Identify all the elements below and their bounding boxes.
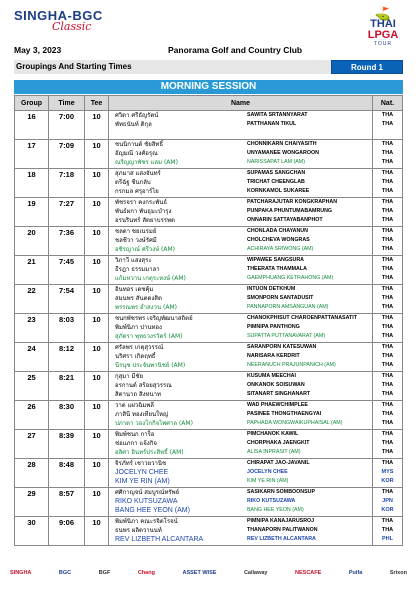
player-names-cell [109, 314, 373, 343]
tee-number: 10 [85, 111, 109, 140]
player-nationality: THA [381, 402, 394, 408]
tee-time: 7:45 [49, 256, 85, 285]
tee-number: 10 [85, 343, 109, 372]
english-name-column [247, 401, 372, 428]
player-nationality: THA [381, 121, 394, 127]
event-date: May 3, 2023 [14, 45, 62, 55]
player-nationality: THA [381, 275, 394, 281]
round-badge: Round 1 [331, 60, 403, 74]
player-name-english: WAD PHAEWCHIMPLEE [247, 402, 308, 408]
groupings-table [14, 95, 403, 546]
player-name-english: KUSUMA MEECHAI [247, 373, 296, 379]
player-nationality: THA [381, 217, 394, 223]
player-nationality: THA [381, 527, 394, 533]
player-nationality: THA [381, 295, 394, 301]
english-name-column [247, 459, 372, 486]
player-name-local: ศรัลพร เกตุสุวรรณ์ [115, 344, 164, 351]
player-name-english: KIM YE RIN (AM) [247, 478, 289, 484]
player-name-english: ALISA INPRASIT (AM) [247, 449, 301, 455]
tee-number: 10 [85, 430, 109, 459]
nationality-cell [373, 198, 403, 227]
local-name-column [109, 140, 247, 167]
group-number: 21 [15, 256, 49, 285]
sponsor-logo: BGC [58, 570, 72, 576]
english-name-column [247, 343, 372, 370]
player-name-local: สมนพร สันตดงสิต [115, 295, 162, 302]
tee-time: 9:06 [49, 517, 85, 546]
venue-name: Panorama Golf and Country Club [168, 45, 303, 55]
player-nationality: THA [381, 315, 394, 321]
english-name-column [247, 488, 372, 515]
player-name-english: RIKO KUTSUZAWA [247, 498, 296, 504]
tee-time: 7:18 [49, 169, 85, 198]
group-number: 24 [15, 343, 49, 372]
player-name-local: ภาสินี ทองเทียนใหญ่ [115, 411, 169, 418]
player-nationality: THA [381, 362, 394, 368]
nationality-cell [373, 517, 403, 546]
player-nationality: THA [381, 518, 394, 524]
player-name-english: PATTHANAN TIKUL [247, 121, 297, 127]
tee-number: 10 [85, 314, 109, 343]
sponsor-logo: Chang [137, 570, 155, 576]
player-name-local: ตรีฉัฐ ชีนกลับ [115, 179, 151, 186]
tee-time: 7:00 [49, 111, 85, 140]
player-name-english: PASINEE THONGTHAENGYAI [247, 411, 322, 417]
player-name-english: JOCELYN CHEE [247, 469, 288, 475]
player-name-english: CHIRAPAT JAO-JAVANIL [247, 460, 310, 466]
player-nationality: MYS [381, 469, 394, 475]
tee-time: 7:09 [49, 140, 85, 169]
player-nationality: THA [381, 333, 394, 339]
player-nationality: THA [381, 141, 394, 147]
local-name-column [109, 488, 247, 515]
player-name-local: พรรณพร อ่ำสงวน (AM) [115, 304, 177, 311]
nationality-cell [373, 285, 403, 314]
player-name-local: อรกานต์ สร้อยสุวรรณ [115, 382, 172, 389]
local-name-column [109, 372, 247, 399]
column-header-name: Name [109, 96, 373, 111]
player-name-local: จิรภัทร์ เชาวยวานิช [115, 460, 167, 467]
player-name-local: พันธ์ผกา พันธุมะบำรุง [115, 208, 172, 215]
tee-time: 7:54 [49, 285, 85, 314]
player-nationality: THA [381, 420, 394, 426]
group-number: 20 [15, 227, 49, 256]
player-name-english: WIPAWEE SANGSURA [247, 257, 304, 263]
thai-lpga-logo [361, 8, 405, 46]
player-name-local: ธนพร ผลิตวานนท์ [115, 527, 162, 534]
table-row [15, 430, 403, 459]
player-name-english: PUNPAKA PHUNTUMABAMRUNG [247, 208, 333, 214]
tee-number: 10 [85, 285, 109, 314]
local-name-column [109, 198, 247, 225]
tee-number: 10 [85, 517, 109, 546]
local-name-column [109, 517, 247, 544]
player-name-local: สุภมาส แสงจันทร์ [115, 170, 161, 177]
player-name-local: กรกมล ศรุอาร์ไย [115, 188, 159, 195]
player-name-local: JOCELYN CHEE [115, 469, 169, 476]
player-name-english: THEERATA THAMMALA [247, 266, 307, 272]
player-name-local: พิมพ์ชนก การ็อ [115, 431, 155, 438]
player-nationality: THA [381, 199, 394, 205]
local-name-column [109, 227, 247, 254]
group-number: 22 [15, 285, 49, 314]
player-nationality: JPN [382, 498, 393, 504]
group-number: 17 [15, 140, 49, 169]
player-names-cell [109, 227, 373, 256]
tee-time: 7:27 [49, 198, 85, 227]
player-names-cell [109, 169, 373, 198]
player-name-local: ชนกพัชรพร เจริญพัฒนาสถิตย์ [115, 315, 193, 322]
sponsor-logo: ASSET WISE [182, 570, 217, 576]
player-names-cell [109, 111, 373, 140]
group-number: 27 [15, 430, 49, 459]
player-names-cell [109, 140, 373, 169]
player-name-local: สุภัตรา พุทธวงรวัตร์ (AM) [115, 333, 183, 340]
group-number: 30 [15, 517, 49, 546]
english-name-column [247, 227, 372, 254]
local-name-column [109, 343, 247, 370]
session-banner: MORNING SESSION [14, 80, 403, 94]
english-name-column [247, 169, 372, 196]
player-name-local: ชนนิกานต์ ชัยสิทธิ์ [115, 141, 164, 148]
player-name-local: ชลชีวา วงษ์รัศมี [115, 237, 157, 244]
player-name-local: แก้มหวาน เกตุระหงษ์ (AM) [115, 275, 186, 282]
english-name-column [247, 111, 372, 129]
player-name-english: NEERANUCH PRAJUNPANICH (AM) [247, 362, 336, 368]
page-title: Groupings And Starting Times [16, 62, 132, 71]
player-nationality: THA [381, 304, 394, 310]
player-nationality: THA [381, 411, 394, 417]
player-name-english: INTUON DETKHUM [247, 286, 296, 292]
player-nationality: THA [381, 246, 394, 252]
player-nationality: THA [381, 460, 394, 466]
player-name-local: อชิรญาณ์ ศรีวงษ์ (AM) [115, 246, 176, 253]
player-name-local: RIKO KUTSUZAWA [115, 498, 178, 505]
player-name-local: อัญมณี วงศ์อรุณ [115, 150, 158, 157]
player-name-english: SUPAMAS SANGCHAN [247, 170, 306, 176]
player-name-local: วิภาวี แสงสุระ [115, 257, 152, 264]
table-row [15, 111, 403, 140]
table-row [15, 517, 403, 546]
local-name-column [109, 459, 247, 486]
player-nationality: THA [381, 170, 394, 176]
player-name-local: นริศรา เกิดฤทธิ์ [115, 353, 156, 360]
player-name-english: CHONNIKARN CHAIYASITH [247, 141, 317, 147]
nationality-cell [373, 430, 403, 459]
player-name-local: พัชรจรา คงกระพันธ์ [115, 199, 168, 206]
player-name-english: REV LIZBETH ALCANTARA [247, 536, 316, 542]
player-nationality: THA [381, 228, 394, 234]
table-row [15, 227, 403, 256]
player-names-cell [109, 285, 373, 314]
table-row [15, 198, 403, 227]
nationality-cell [373, 169, 403, 198]
local-name-column [109, 256, 247, 283]
tee-time: 8:21 [49, 372, 85, 401]
player-name-english: CHANOKPHISUT CHAROENPATTANASATIT [247, 315, 357, 321]
player-name-local: REV LIZBETH ALCANTARA [115, 536, 204, 543]
player-name-english: PIMNIPA PANTHONG [247, 324, 300, 330]
tee-number: 10 [85, 488, 109, 517]
tee-number: 10 [85, 256, 109, 285]
player-name-english: ONKANOK SOISUWAN [247, 382, 305, 388]
tee-time: 8:39 [49, 430, 85, 459]
player-nationality: THA [381, 159, 394, 165]
table-row [15, 459, 403, 488]
sponsor-logo: Callaway [243, 570, 268, 576]
player-name-english: SARANPORN KATESUWAN [247, 344, 317, 350]
nationality-cell [373, 111, 403, 140]
logo-tour-text: TOUR [373, 41, 393, 47]
table-body [15, 111, 403, 546]
player-name-local: ศวิดา ศรีธัญรัตน์ [115, 112, 159, 119]
player-name-local: ช่อแภกา แจ้งกิจ [115, 440, 157, 447]
column-header-nat: Nat. [373, 96, 403, 111]
group-number: 25 [15, 372, 49, 401]
tee-time: 7:36 [49, 227, 85, 256]
player-names-cell [109, 256, 373, 285]
player-nationality: THA [381, 150, 394, 156]
english-name-column [247, 140, 372, 167]
event-logo-brand: SINGHA-BGC [14, 8, 103, 23]
player-name-local: กุสุมา มีชัย [115, 373, 144, 380]
english-name-column [247, 314, 372, 341]
player-name-local: พิมพ์นิภา ปานทอง [115, 324, 162, 331]
player-name-local: ชลดา ชยเนรมย์ [115, 228, 157, 235]
player-name-english: CHORPHAKA JAENGKIT [247, 440, 310, 446]
player-nationality: THA [381, 286, 394, 292]
sponsor-logo: Srixon [389, 570, 407, 576]
sponsor-strip [10, 562, 407, 584]
player-name-local: ศศิกาญจน์ สมบูรณ์ทรัพย์ [115, 489, 180, 496]
english-name-column [247, 198, 372, 225]
player-nationality: THA [381, 373, 394, 379]
tee-number: 10 [85, 198, 109, 227]
table-row [15, 314, 403, 343]
player-nationality: KOR [381, 507, 394, 513]
player-name-english: NARISARA KERDRIT [247, 353, 300, 359]
local-name-column [109, 285, 247, 312]
player-names-cell [109, 401, 373, 430]
player-name-local: พัทธนันท์ ติกุล [115, 121, 152, 128]
table-row [15, 169, 403, 198]
player-nationality: THA [381, 449, 394, 455]
local-name-column [109, 111, 247, 129]
golfer-icon: ⛳ [374, 6, 392, 21]
sponsor-logo: Puifa [348, 570, 363, 576]
local-name-column [109, 401, 247, 428]
group-number: 18 [15, 169, 49, 198]
sponsor-logo: BGF [98, 570, 111, 576]
nationality-cell [373, 314, 403, 343]
table-row [15, 488, 403, 517]
player-name-english: SITANART SINGHANART [247, 391, 311, 397]
tee-number: 10 [85, 140, 109, 169]
player-names-cell [109, 459, 373, 488]
english-name-column [247, 256, 372, 283]
player-nationality: THA [381, 112, 394, 118]
player-name-english: SMONPORN SANTADUSIT [247, 295, 314, 301]
player-name-local: อินทอร เดชคุ้ม [115, 286, 154, 293]
player-name-english: PIMNIPA KANAJARUSROJ [247, 518, 315, 524]
player-nationality: THA [381, 489, 394, 495]
player-name-english: PATCHARAJUTAR KONGKRAPHAN [247, 199, 338, 205]
english-name-column [247, 372, 372, 399]
table-row [15, 401, 403, 430]
player-name-local: ณริญญาพัชร แลม (AM) [115, 159, 178, 166]
tee-time: 8:48 [49, 459, 85, 488]
english-name-column [247, 430, 372, 457]
player-name-english: SASIKARN SOMBOONSUP [247, 489, 315, 495]
player-name-local: นีรนุช ประจันพานิชย์ (AM) [115, 362, 186, 369]
player-name-local: อรนรินทร์ สัตยาบรรพต [115, 217, 175, 224]
player-nationality: THA [381, 266, 394, 272]
table-header-row [15, 96, 403, 111]
nationality-cell [373, 227, 403, 256]
player-name-english: TRICHAT CHEENGLAB [247, 179, 305, 185]
nationality-cell [373, 372, 403, 401]
player-name-local: พิมพ์นิภา คณะรจิตโรจน์ [115, 518, 178, 525]
player-name-english: PIMCHANOK KAWIL [247, 431, 299, 437]
tee-number: 10 [85, 372, 109, 401]
english-name-column [247, 517, 372, 544]
player-name-english: PANNAPORN AMSANGUAN (AM) [247, 304, 329, 310]
player-names-cell [109, 488, 373, 517]
table-row [15, 256, 403, 285]
player-name-local: ปภาดา วองโกกิจไพศาล (AM) [115, 420, 193, 427]
nationality-cell [373, 401, 403, 430]
group-number: 23 [15, 314, 49, 343]
tee-number: 10 [85, 401, 109, 430]
tee-time: 8:57 [49, 488, 85, 517]
column-header-tee: Tee [85, 96, 109, 111]
player-names-cell [109, 430, 373, 459]
player-name-english: ACHIRAYA SRIWONG (AM) [247, 246, 314, 252]
table-row [15, 140, 403, 169]
player-name-english: ONNARIN SATTAYABANPHOT [247, 217, 323, 223]
nationality-cell [373, 140, 403, 169]
event-logo-script: Classic [52, 20, 92, 33]
player-nationality: THA [381, 353, 394, 359]
player-nationality: THA [381, 440, 394, 446]
player-name-local: KIM YE RIN (AM) [115, 478, 170, 485]
player-nationality: THA [381, 179, 394, 185]
player-name-english: KORNKAMOL SUKAREE [247, 188, 310, 194]
player-name-english: THANAPORN PALITWANON [247, 527, 318, 533]
player-name-english: CHONLADA CHAYANUN [247, 228, 308, 234]
player-nationality: THA [381, 391, 394, 397]
player-name-local: BANG HEE YEON (AM) [115, 507, 190, 514]
player-name-local: สิตานาถ สิงหนาท [115, 391, 161, 398]
logo-lpga-text: LPGA [367, 29, 399, 41]
group-number: 28 [15, 459, 49, 488]
nationality-cell [373, 256, 403, 285]
column-header-time: Time [49, 96, 85, 111]
table-row [15, 285, 403, 314]
player-names-cell [109, 372, 373, 401]
player-nationality: THA [381, 344, 394, 350]
subheader-bar [14, 60, 403, 74]
nationality-cell [373, 488, 403, 517]
player-name-english: SUPATTA PUTTANAVARAT (AM) [247, 333, 326, 339]
player-name-english: NARISSAPAT LAM (AM) [247, 159, 305, 165]
player-name-local: ธีรฎา ธรรมมาลา [115, 266, 160, 273]
player-nationality: THA [381, 257, 394, 263]
local-name-column [109, 169, 247, 196]
player-nationality: THA [381, 431, 394, 437]
player-nationality: THA [381, 382, 394, 388]
player-name-english: SAWITA SRTANNYARAT [247, 112, 308, 118]
tee-time: 8:03 [49, 314, 85, 343]
tee-number: 10 [85, 459, 109, 488]
player-names-cell [109, 343, 373, 372]
player-name-english: UNYAMANEE WONGAROON [247, 150, 319, 156]
tee-time: 8:30 [49, 401, 85, 430]
player-name-local: วาด แผ่วฉิมพลี [115, 402, 154, 409]
player-nationality: THA [381, 237, 394, 243]
player-name-english: CHOLCHEVA WONGRAS [247, 237, 310, 243]
table-row [15, 372, 403, 401]
player-name-local: อลิศา อินทร์ประสิทธิ์ (AM) [115, 449, 184, 456]
nationality-cell [373, 459, 403, 488]
group-number: 19 [15, 198, 49, 227]
event-logo [14, 8, 146, 40]
column-header-group: Group [15, 96, 49, 111]
player-nationality: KOR [381, 478, 394, 484]
sponsor-logo: SINGHA [10, 570, 32, 576]
group-number: 26 [15, 401, 49, 430]
tee-time: 8:12 [49, 343, 85, 372]
local-name-column [109, 314, 247, 341]
player-nationality: THA [381, 188, 394, 194]
player-names-cell [109, 517, 373, 546]
player-nationality: PHL [382, 536, 393, 542]
player-nationality: THA [381, 208, 394, 214]
tee-number: 10 [85, 169, 109, 198]
player-name-english: BANG HEE YEON (AM) [247, 507, 304, 513]
english-name-column [247, 285, 372, 312]
player-name-english: GAEMPHUANG KETRAHONG (AM) [247, 275, 334, 281]
sponsor-logo: NESCAFE [295, 570, 322, 576]
group-number: 29 [15, 488, 49, 517]
table-row [15, 343, 403, 372]
local-name-column [109, 430, 247, 457]
player-nationality: THA [381, 324, 394, 330]
nationality-cell [373, 343, 403, 372]
tee-number: 10 [85, 227, 109, 256]
logo-thai-text: THAI [370, 18, 396, 30]
player-names-cell [109, 198, 373, 227]
player-name-english: PAPHADA WONGWAIKUPHAISAL (AM) [247, 420, 343, 426]
group-number: 16 [15, 111, 49, 140]
